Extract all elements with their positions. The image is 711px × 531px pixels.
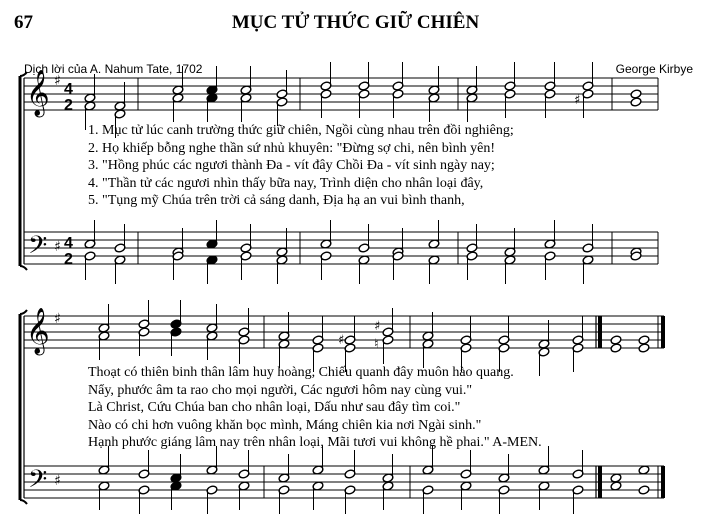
note-head (630, 97, 642, 107)
verse-4-line-2: Nào có chi hơn vuông khăn bọc mình, Máng chiên kia nơi Ngài sinh." (88, 417, 482, 433)
key-signature-bass-1: ♯ (54, 239, 61, 255)
treble-clef-1: 𝄞 (26, 70, 50, 116)
note-head (610, 343, 622, 353)
system-2-bass-staff (24, 466, 664, 498)
note-head (638, 335, 650, 345)
verse-2-line-1: 2. Họ khiếp bỗng nghe thần sứ nhủ khuyên: "Đừng sợ chi, nên bình yên! (88, 140, 496, 156)
time-signature-top-treble: 4 (64, 81, 73, 98)
natural-accidental: ♮ (374, 337, 379, 352)
verse-3-line-2: Là Christ, Cứu Chúa ban cho nhân loại, Dấu như sau đây tìm coi." (88, 400, 461, 415)
verses-system-2 (88, 364, 542, 452)
verse-1-line-1: 1. Mục tử lúc canh trường thức giữ chiên, Ngồi cùng nhau trên đồi nghiêng; (88, 123, 514, 138)
verse-2-line-2: Nẩy, phước âm ta rao cho mọi người, Các ngươi hôm nay cùng vui." (88, 382, 473, 398)
verse-3-line-1: 3. "Hồng phúc các ngươi thành Đa - vít đây Chồi Đa - vít sinh ngày nay; (88, 158, 495, 173)
key-signature-bass-2: ♯ (54, 473, 61, 489)
music-credit: George Kirbye (615, 62, 693, 76)
note-head (638, 485, 650, 495)
verse-1-line-2: Thoạt có thiên binh thân lâm huy hoàng, Chiếu quanh đây muôn hào quang. (88, 365, 514, 380)
hymn-title: MỤC TỬ THỨC GIỮ CHIÊN (231, 12, 480, 33)
key-signature-treble-1: ♯ (54, 73, 61, 89)
words-credit: Dịch lời của A. Nahum Tate, 1702 (24, 62, 203, 76)
hymn-number: 67 (14, 12, 33, 33)
note-head (610, 335, 622, 345)
bass-clef-2: 𝄢 (28, 465, 48, 500)
note-head (638, 343, 650, 353)
treble-clef-2: 𝄞 (26, 308, 50, 354)
verse-5-line-1: 5. "Tụng mỹ Chúa trên trời cả sáng danh, Địa hạ an vui bình thanh, (88, 193, 465, 208)
bass-clef-1: 𝄢 (28, 231, 48, 266)
sharp-accidental-1: ♯ (574, 93, 581, 108)
verse-4-line-1: 4. "Thần tử các ngươi nhìn thấy bữa nay, Trình diện cho nhân loại đây, (88, 175, 484, 191)
sharp-accidental-3: ♯ (374, 319, 381, 334)
time-signature-top-bass: 4 (64, 235, 73, 252)
sharp-accidental-2: ♯ (338, 333, 345, 348)
key-signature-treble-2: ♯ (54, 311, 61, 327)
time-signature-bottom-bass: 2 (64, 251, 73, 268)
verse-5-line-2: Hạnh phước giáng lâm nay trên nhân loại, Mãi tươi vui không hề phai." A-MEN. (88, 435, 542, 450)
verses-system-1 (88, 122, 514, 210)
note-head (630, 89, 642, 99)
time-signature-bottom-treble: 2 (64, 97, 73, 114)
